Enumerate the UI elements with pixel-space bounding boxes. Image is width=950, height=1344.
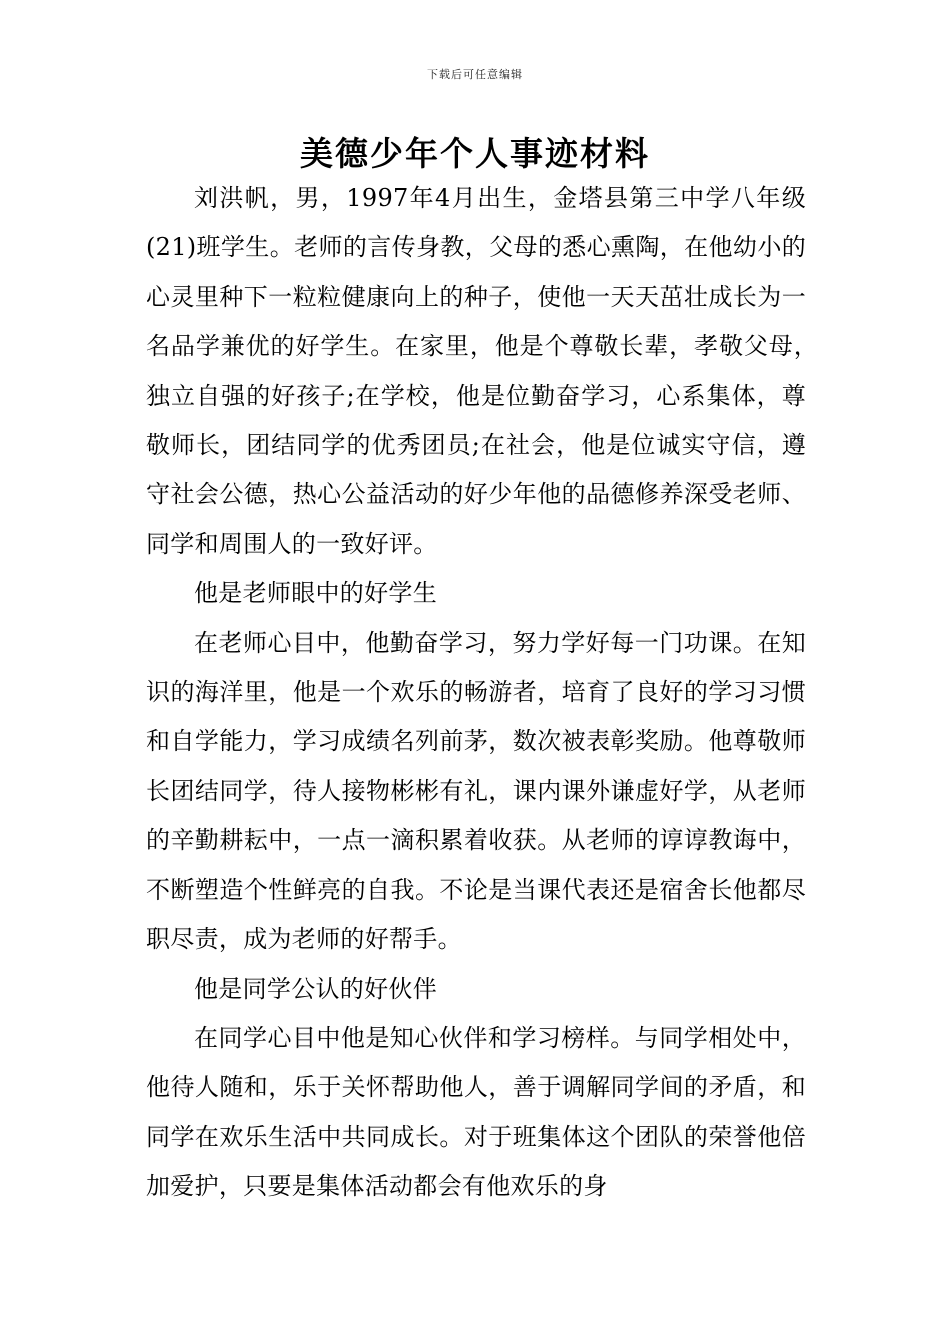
paragraph-intro: 刘洪帆，男，1997年4月出生，金塔县第三中学八年级(21)班学生。老师的言传身教，父母的悉心熏陶，在他幼小的心灵里种下一粒粒健康向上的种子，使他一天天茁壮成长为一名品学兼优的好学生。在家里，他是个尊敬长辈，孝敬父母， 独立自强的好孩子;在学校，他是位勤奋学习，心系集体，尊敬师长，团结同学的优秀团员;在社会，他是位诚实守信，遵守社会公德，热心公益活动的好少年他的品德修养深受老师、同学和周围人的一致好评。 [146, 184, 831, 558]
section-heading-classmates: 他是同学公认的好伙伴 [194, 974, 437, 1003]
paragraph-classmates: 在同学心目中他是知心伙伴和学习榜样。与同学相处中，他待人随和，乐于关怀帮助他人，善于调解同学间的矛盾，和同学在欢乐生活中共同成长。对于班集体这个团队的荣誉他倍加爱护，只要是集体活动都会有他欢乐的身 [146, 1023, 806, 1201]
page-header-note: 下载后可任意编辑 [427, 68, 523, 81]
document-body [146, 174, 831, 1212]
section-heading-teacher: 他是老师眼中的好学生 [194, 579, 437, 608]
paragraph-teacher: 在老师心目中，他勤奋学习，努力学好每一门功课。在知识的海洋里，他是一个欢乐的畅游者，培育了良好的学习习惯和自学能力，学习成绩名列前茅，数次被表彰奖励。他尊敬师长团结同学，待人接物彬彬有礼，课内课外谦虚好学，从老师的辛勤耕耘中，一点一滴积累着收获。从老师的谆谆教诲中，不断塑造个性鲜亮的自我。不论是当课代表还是宿舍长他都尽职尽责，成为老师的好帮手。 [146, 628, 806, 954]
document-title: 美德少年个人事迹材料 [300, 134, 650, 173]
